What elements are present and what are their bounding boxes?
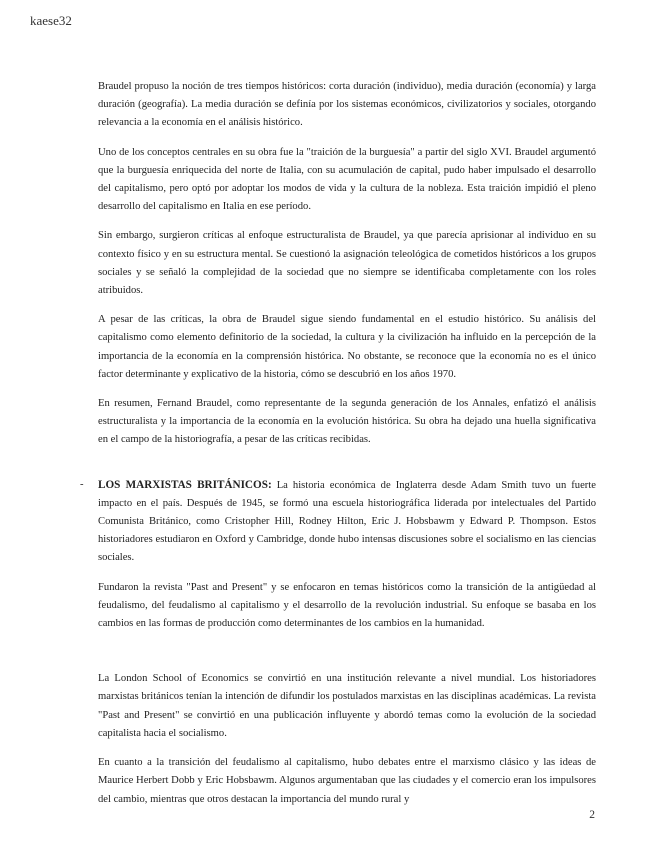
paragraph-lse: La London School of Economics se convirtió en una institución relevante a nivel mundial. Los historiadores marxistas británicos tenían la intención de difundir los postulados marxistas en las disciplinas académicas. La revista "Past and Present" se convirtió en una publicación influyente y abordó temas como la evolución de la sociedad capitalista hacia el socialismo. [98,673,596,739]
document-body [80,78,596,820]
paragraph-summary: En resumen, Fernand Braudel, como representante de la segunda generación de los Annales, enfatizó el análisis estructuralista y la importancia de la economía en la evolución histórica. Su obra ha dejado una huella significativa en el campo de la historiografía, a pesar de las críticas recibidas. [98,398,596,446]
paragraph-bourgeoisie-betrayal: Uno de los conceptos centrales en su obra fue la "traición de la burguesía" a partir del siglo XVI. Braudel argumentó que la burguesía enriquecida del norte de Italia, con su acumulación de capital, pudo haber impulsado el desarrollo del capitalismo, pero optó por adoptar los modos de vida y la cultura de la nobleza. Esta traición impidió el pleno desarrollo del capitalismo en Italia en ese período. [98,146,596,213]
section-lead-paragraph [98,476,596,568]
paragraph-criticism: Sin embargo, surgieron críticas al enfoque estructuralista de Braudel, ya que parecía aprisionar al individuo en su contexto físico y en su estructura mental. Se cuestionó la asignación teleológica de cometidos históricos a los grupos sociales y se señaló la complejidad de la sociedad que no siempre se identificaba completamente con los roles atribuidos. [98,230,596,297]
page-number: 2 [589,809,595,821]
paragraph-transition-debate: En cuanto a la transición del feudalismo al capitalismo, hubo debates entre el marxismo clásico y las ideas de Maurice Herbert Dobb y Eric Hobsbawm. Algunos argumentaban que las ciudades y el comercio eran los impulsores del cambio, mientras que otros destacan la importancia del mundo rural y [98,757,596,805]
section-lead-text: La historia económica de Inglaterra desde Adam Smith tuvo un fuerte impacto en el país. Después de 1945, se formó una escuela historiográfica liderada por intelectuales del Partido Comunista Británico, como Cristopher Hill, Rodney Hilton, Eric J. Hobsbawm y Edward P. Thompson. Estos historiadores estudiaron en Oxford y Cambridge, donde hubo intensas discusiones sobre el socialismo en las ciencias sociales. [98,479,596,564]
author-header: kaese32 [30,13,72,28]
section-title: LOS MARXISTAS BRITÁNICOS: [98,478,272,491]
list-bullet: - [80,478,84,490]
paragraph-three-times: Braudel propuso la noción de tres tiempos históricos: corta duración (individuo), media duración (economía) y larga duración (geografía). La media duración se definía por los sistemas económicos, civilizatorios y sociales, otorgando relevancia a la economía en el análisis histórico. [98,81,596,129]
section-british-marxists [80,476,596,809]
blank-gap [98,644,596,670]
paragraph-legacy: A pesar de las críticas, la obra de Braudel sigue siendo fundamental en el estudio histórico. Su análisis del capitalismo como elemento definitorio de la sociedad, la cultura y la civilización ha influido en la percepción de la importancia de la economía en la comprensión histórica. No obstante, se reconoce que la economía no es el único factor determinante y explicativo de la historia, cómo se descubrió en los años 1970. [98,314,596,380]
paragraph-past-and-present: Fundaron la revista "Past and Present" y se enfocaron en temas históricos como la transición de la antigüedad al feudalismo, del feudalismo al capitalismo y el desarrollo de la revolución industrial. Su enfoque se basaba en los cambios en las formas de producción como determinantes de los cambios en la humanidad. [98,581,596,630]
